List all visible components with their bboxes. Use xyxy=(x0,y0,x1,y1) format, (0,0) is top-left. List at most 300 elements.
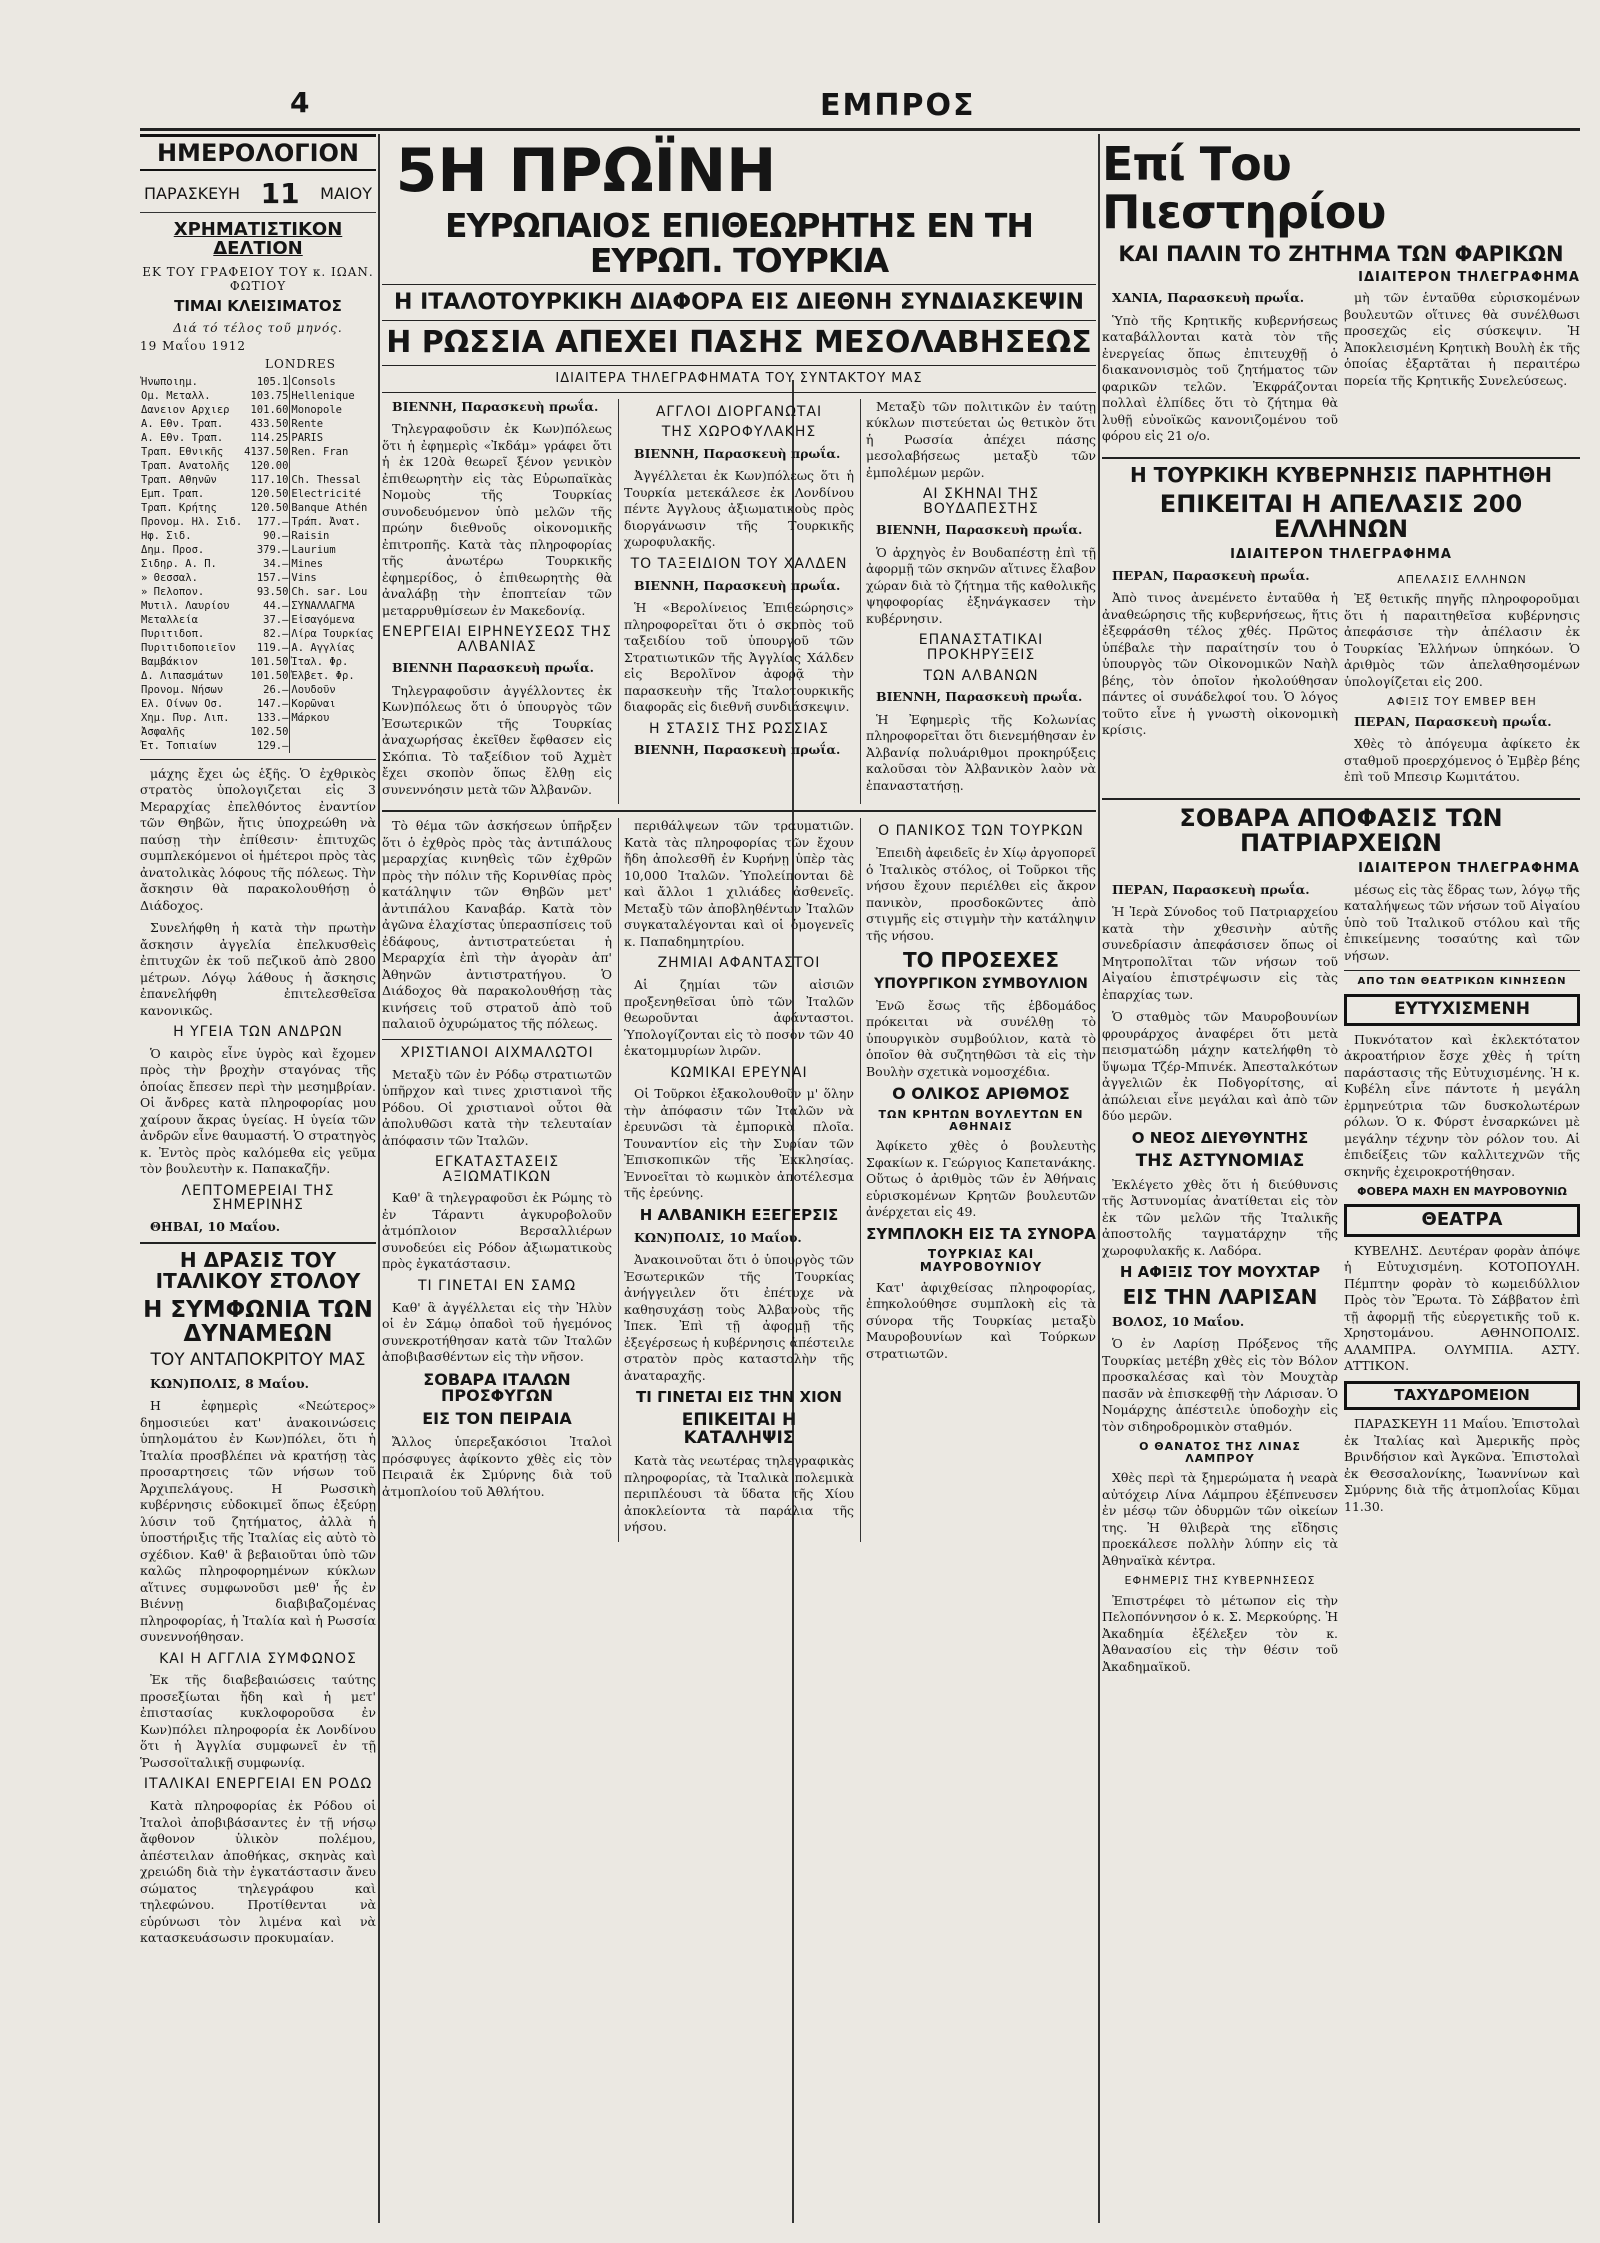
market-name: Consols xyxy=(291,375,336,388)
market-value xyxy=(375,487,376,501)
news-column xyxy=(618,818,854,1542)
headline: Ο ΝΕΟΣ ΔΙΕΥΘΥΝΤΗΣ xyxy=(1131,1128,1309,1147)
market-name: Vins xyxy=(291,571,317,584)
market-row xyxy=(140,655,376,669)
market-row xyxy=(140,711,376,725)
section-heading: Ο ΘΑΝΑΤΟΣ ΤΗΣ ΛΙΝΑΣ ΛΑΜΠΡΟΥ xyxy=(1139,1440,1301,1465)
news-column xyxy=(1344,568,1580,792)
market-row xyxy=(140,669,376,683)
article-text: μάχης ἔχει ὡς ἑξῆς. Ὁ ἐχθρικὸς στρατὸς ὑπολογιζεται εἰς 3 Μεραρχίας ἐπελθόντος ἐναντίον τῶν Θηβῶν, ἤτις ὑποχρεώθη νὰ παύσῃ τὴν ἐπίθεσιν· ἐπιτυχῶς συμπλεκόμενοι οἱ ἡμέτεροι πρὸς τὰς ἀνατολικὰς λόφους τῆς πόλεως. Τὴν ἄσκησιν θὰ παρακολουθήσῃ ὁ Διάδοχος. xyxy=(140,765,376,913)
article-text xyxy=(624,578,854,595)
news-column xyxy=(1344,882,1580,1681)
market-value xyxy=(375,725,376,739)
market-row xyxy=(140,501,376,515)
market-name: Raisin xyxy=(291,529,330,542)
section-heading: ΚΑΙ Η ΑΓΓΛΙΑ ΣΥΜΦΩΝΟΣ xyxy=(159,1650,357,1667)
market-row xyxy=(140,683,376,697)
page-number: 4 xyxy=(290,86,310,119)
market-name: Κορῶναι xyxy=(291,697,336,710)
market-value xyxy=(375,445,376,459)
market-name: Τραπ. Κρήτης xyxy=(141,501,217,514)
column-rule xyxy=(378,134,380,2223)
market-name: Λίρα Τουρκίας xyxy=(291,627,374,640)
market-name: PARIS xyxy=(291,431,324,444)
article-text: Ἀπὸ τινος ἀνεμένετο ἐνταῦθα ἡ ἀναθεώρησις τῆς κυβερνήσεως, ἥτις ἐξεφράσθη τέλος χθές. Πρῶτος ὑπέβαλε τὴν παραίτησίν του ὁ ὑπουργὸς τῶν Οἰκονομικῶν Ναὴλ βέης, τὸν ὁποῖον ἠκολούθησαν πάντες οἱ συνάδελφοί του. Ὁ λόγος τοῦτο εἶνε ἡ γνωστὴ οἰκονομικὴ κρίσις. xyxy=(1102,590,1338,738)
market-title: ΧΡΗΜΑΤΙΣΤΙΚΟΝ ΔΕΛΤΙΟΝ xyxy=(173,219,343,259)
market-name: Λουδοῦν xyxy=(291,683,336,696)
market-value xyxy=(375,431,376,445)
market-name: Δ. Λιπασμάτων xyxy=(141,669,224,682)
news-column xyxy=(1102,882,1338,1681)
news-column xyxy=(382,818,612,1542)
market-value: 119.— xyxy=(256,641,289,654)
article-text: Ὁ ἐν Λαρίσῃ Πρόξενος τῆς Τουρκίας μετέβη χθὲς εἰς τὸν Βόλον προσκαλέσας καὶ τὸν Μουχτὰρ πασᾶν νὰ ἐπισκεφθῇ τὴν Λάρισαν. Ὁ Νομάρχης ἀπέστειλε ὑποδοχὴν εἰς τὸν σιδηροδρομικὸν σταθμόν. xyxy=(1102,1336,1338,1434)
market-name: Α. Εθν. Τραπ. xyxy=(141,431,224,444)
market-name: Σιδηρ. Α. Π. xyxy=(141,557,217,570)
section-heading: ΑΠΟ ΤΩΝ ΘΕΑΤΡΙΚΩΝ ΚΙΝΗΣΕΩΝ xyxy=(1357,976,1567,988)
market-table xyxy=(140,375,376,753)
article-text: Μεταξὺ τῶν πολιτικῶν ἐν ταύτῃ κύκλων πιστεύεται ὡς θετικὸν ὅτι ἡ Ρωσσία ἀπέχει πάσης μεσολαβήσεως μεταξὺ τῶν ἐμπολέμων μερῶν. xyxy=(866,398,1096,480)
market-value xyxy=(375,375,376,389)
section-heading: Η ΥΓΕΙΑ ΤΩΝ ΑΝΔΡΩΝ xyxy=(173,1024,343,1041)
market-row xyxy=(140,543,376,557)
market-value xyxy=(375,529,376,543)
article-text xyxy=(140,1376,376,1393)
calendar-weekday: ΠΑΡΑΣΚΕΥΗ xyxy=(144,184,241,203)
market-name: Εμπ. Τραπ. xyxy=(141,487,205,500)
market-row xyxy=(140,375,376,389)
article-text: Ὁ καιρὸς εἶνε ὑγρὸς καὶ ἔχομεν πρὸς τὴν βροχὴν σταγόνας τῆς ὁποίας ἔπεσεν περὶ τὴν μεσημβρίαν. Οἱ ἄνδρες κατὰ πληροφορίας μου χαίρουν ἄκρας ὑγείας. Η ὑγεία τῶν ἀνδρῶν εἶνε θαυμαστή. Ὁ στρατηγὸς κ. Ἐντὸς πρὸς καλόμεθα εἰς γεῦμα τὸν βουλευτὴν κ. Παπακαζῆν. xyxy=(140,1045,376,1177)
article-text: Ἐκλέγετο χθὲς ὅτι ἡ διεύθυνσις τῆς Ἀστυνομίας ἀνατίθεται εἰς τὸν ἐκ τῶν μελῶν τῆς Ἰταλικῆς ἀποστολῆς ταγματάρχην τῆς χωροφυλακῆς κ. Λαδόρα. xyxy=(1102,1176,1338,1258)
article-text: Ἄλλος ὑπερεξακόσιοι Ἰταλοὶ πρόσφυγες ἀφίκοντο χθὲς εἰς τὸν Πειραιᾶ ἐκ Σμύρνης διὰ τοῦ ἀτμοπλοίου τοῦ Ἀθλήτου. xyxy=(382,1434,612,1499)
market-value: 44.— xyxy=(263,599,289,612)
dateline: ΒΟΛΟΣ, 10 Μαΐου. xyxy=(1112,1313,1245,1329)
headline: ΣΥΜΠΛΟΚΗ ΕΙΣ ΤΑ ΣΥΝΟΡΑ xyxy=(866,1224,1096,1243)
market-name: Electricité xyxy=(291,487,361,500)
divider xyxy=(382,284,1096,285)
dateline: ΒΙΕΝΝΗ Παρασκευὴ πρωΐα. xyxy=(392,660,594,676)
headline: Η ΑΛΒΑΝΙΚΗ ΕΞΕΓΕΡΣΙΣ xyxy=(639,1205,839,1224)
calendar-day-number: 11 xyxy=(260,177,300,210)
market-name: Hellenique xyxy=(291,389,355,402)
market-name: Δανειον Αρχιερ xyxy=(141,403,230,416)
dateline: ΚΩΝ)ΠΟΛΙΣ, 8 Μαΐου. xyxy=(150,1375,310,1391)
article-text xyxy=(1102,568,1338,585)
market-value: 102.50 xyxy=(250,725,289,738)
article-text: Χθὲς περὶ τὰ ξημερώματα ἡ νεαρὰ αὐτόχειρ Λίνα Λάμπρου ἐξέπνευσεν ἐν μέσῳ τῶν ὀδυρμῶν τῶν οἰκείων της. Ἡ θλιβερὰ της εἴδησις προεκάλεσε πολλὴν λύπην εἰς τὰ Ἀθηναϊκὰ κέντρα. xyxy=(1102,1470,1338,1568)
market-name: Α. Εθν. Τραπ. xyxy=(141,417,224,430)
market-row xyxy=(140,529,376,543)
dateline: ΒΙΕΝΝΗ, Παρασκευὴ πρωΐα. xyxy=(634,445,841,461)
dateline: ΧΑΝΙΑ, Παρασκευὴ πρωΐα. xyxy=(1112,290,1305,306)
market-row xyxy=(140,697,376,711)
market-name: Μεταλλεία xyxy=(141,613,198,626)
divider xyxy=(382,392,1096,393)
masthead: ΕΜΠΡΟΣ xyxy=(820,88,976,123)
market-name: » Πελοπον. xyxy=(141,585,205,598)
market-name: Προνομ. Ηλ. Σιδ. xyxy=(141,515,243,528)
article-text: Ἐπιστρέφει τὸ μέτωπον εἰς τὴν Πελοπόννησον ὁ κ. Σ. Μερκούρης. Ἡ Ἀκαδημία ἐξέλεξεν τὸν κ. Ἀθανασίου εἰς τὴν θέσιν τοῦ Ἀκαδημαϊκοῦ. xyxy=(1102,1592,1338,1674)
market-value: 117.10 xyxy=(250,473,289,486)
article-text: Πυκνότατον καὶ ἐκλεκτότατον ἀκροατήριον ἔσχε χθὲς ἡ τρίτη παράστασις τῆς Εὐτυχισμένης. Ἡ κ. Κυβέλη εἶνε πάντοτε ἡ μεγάλη ἐρμηνεύτρια τῶν δυσκολωτέρων ρόλων. Ὁ κ. Φύρστ ἐνσαρκώνει μὲ μεγάλην τέχνην τὸν ρόλον του. Αἱ ἐπιδείξεις τῶν καλλιτεχνῶν τῆς σκηνῆς ἐχειροκροτήθησαν. xyxy=(1344,1031,1580,1179)
dateline: ΒΙΕΝΝΗ, Παρασκευὴ πρωΐα. xyxy=(634,577,841,593)
market-row xyxy=(140,515,376,529)
calendar-title: ΗΜΕΡΟΛΟΓΙΟΝ xyxy=(140,134,376,171)
market-value: 34.— xyxy=(263,557,289,570)
dateline: ΠΕΡΑΝ, Παρασκευὴ πρωΐα. xyxy=(1112,881,1310,897)
market-row xyxy=(140,571,376,585)
market-name: Mines xyxy=(291,557,324,570)
dateline: ΒΙΕΝΝΗ, Παρασκευὴ πρωΐα. xyxy=(392,398,599,414)
headline: Η ΡΩΣΣΙΑ ΑΠΕΧΕΙ ΠΑΣΗΣ ΜΕΣΟΛΑΒΗΣΕΩΣ xyxy=(386,325,1092,361)
headline: ΣΟΒΑΡΑ ΑΠΟΦΑΣΙΣ ΤΩΝ ΠΑΤΡΙΑΡΧΕΙΩΝ xyxy=(1179,803,1503,858)
market-value: 101.50 xyxy=(250,669,289,682)
article-text: Κατὰ πληροφορίας ἐκ Ρόδου οἱ Ἰταλοὶ ἀποβιβάσαντες ἐν τῇ νήσῳ ἄφθονον ὑλικὸν πολέμου, ἀπέστειλαν ἀποθήκας, σκηνὰς καὶ χρειώδη διὰ τὴν ἐγκατάστασιν ἄνευ σώματος τηλεγράφου καὶ τηλεφώνου. Προτίθενται νὰ εὑρύνωσι τὸν λιμένα καὶ νὰ κατασκευάσωσιν προκυμαίαν. xyxy=(140,1798,376,1946)
section-heading: ΧΡΙΣΤΙΑΝΟΙ ΑΙΧΜΑΛΩΤΟΙ xyxy=(400,1044,594,1061)
section-heading: ΤΩΝ ΑΛΒΑΝΩΝ xyxy=(923,667,1039,684)
section-heading: ΑΦΙΞΙΣ ΤΟΥ ΕΜΒΕΡ ΒΕΗ xyxy=(1387,695,1537,709)
market-value: 120.50 xyxy=(250,501,289,514)
market-value xyxy=(375,627,376,641)
article-text: Ἐκ τῆς διαβεβαιώσεις ταύτης προσεξίωται ἤδη καὶ ἡ μετ' ἐπιστασίας κυκλοφοροῦσα ἐν Κων)πόλει πληροφορία ἐκ Λονδίνου ὅτι ἡ Ἀγγλία συμφωνεῖ ἐν τῇ Ῥωσσοϊταλικῇ συμφωνίᾳ. xyxy=(140,1672,376,1770)
dateline: ΒΙΕΝΝΗ, Παρασκευὴ πρωΐα. xyxy=(634,742,841,758)
article-text: Ἐξ θετικῆς πηγῆς πληροφοροῦμαι ὅτι ἡ παραιτηθεῖσα κυβέρνησις ἀπεφάσισε τὴν ἀπέλασιν ἐκ Τουρκίας Ἑλλήνων ὑπηκόων. Ὁ ἀριθμὸς τῶν ἀπελαθησομένων ὑπολογίζεται εἰς 200. xyxy=(1344,591,1580,689)
section-title: Επί Του Πιεστηρίου xyxy=(1102,137,1386,240)
market-name: » Θεσσαλ. xyxy=(141,571,198,584)
dateline: ΠΕΡΑΝ, Παρασκευὴ πρωΐα. xyxy=(1112,567,1310,583)
market-name: Ελ. Οίνων Οσ. xyxy=(141,697,224,710)
market-value: 120.50 xyxy=(250,487,289,500)
calendar-day xyxy=(140,175,376,213)
divider xyxy=(1102,457,1580,459)
divider xyxy=(382,365,1096,366)
article-text: Τηλεγραφοῦσιν ἀγγέλλοντες ἐκ Κων)πόλεως ὅτι ὁ ὑπουργὸς τῶν Ἐσωτερικῶν τῆς Τουρκίας ἀναχωρήσας ἐκεῖθεν ἔφθασεν εἰς Σκόπια. Τὸ ταξείδιον τοῦ Ἀχμὲτ ἔχει σκοπὸν ὅπως ἔλθῃ εἰς συνεννόησιν μετὰ τῶν Ἀλβανῶν. xyxy=(382,682,612,797)
section-heading: ΚΩΜΙΚΑΙ ΕΡΕΥΝΑΙ xyxy=(670,1064,808,1081)
market-value xyxy=(375,599,376,613)
article-text: μὴ τῶν ἑνταῦθα εὐρισκομένων βουλευτῶν οἵτινες θὰ συνέλθωσι προσεχῶς εἰς σύσκεψιν. Ἡ Ἀποκλεισμένη Κρητικὴ Βουλὴ ἐκ τῆς ὁποίας ἐξαρτᾶται ἡ περαιτέρω πορεία τῆς Κρητικῆς Συνελεύσεως. xyxy=(1344,290,1580,388)
market-row xyxy=(140,613,376,627)
market-name: ΣΥΝΑΛΛΑΓΜΑ xyxy=(291,599,355,612)
dateline: ΚΩΝ)ΠΟΛΙΣ, 10 Μαΐου. xyxy=(634,1229,802,1245)
section-heading: ΛΕΠΤΟΜΕΡΕΙΑΙ ΤΗΣ ΣΗΜΕΡΙΝΗΣ xyxy=(181,1182,335,1214)
news-column xyxy=(1344,290,1580,451)
column-press xyxy=(1102,134,1580,2223)
headline: ΤΗΣ ΑΣΤΥΝΟΜΙΑΣ xyxy=(1135,1150,1305,1171)
market-value: 4137.50 xyxy=(244,445,289,458)
article-text xyxy=(624,446,854,463)
headline: ΤΩΝ ΚΡΗΤΩΝ ΒΟΥΛΕΥΤΩΝ ΕΝ ΑΘΗΝΑΙΣ xyxy=(878,1108,1084,1133)
market-value xyxy=(375,711,376,725)
market-value: 101.60 xyxy=(250,403,289,416)
divider xyxy=(382,810,1096,812)
market-name: Εἰσαγόμενα xyxy=(291,613,355,626)
article-text xyxy=(1344,714,1580,731)
article-text xyxy=(866,522,1096,539)
market-name: Τραπ. Εθνικῆς xyxy=(141,445,224,458)
article-text xyxy=(140,1219,376,1236)
column-main-news xyxy=(382,134,1096,2223)
section-heading: ΕΓΚΑΤΑΣΤΑΣΕΙΣ ΑΞΙΩΜΑΤΙΚΩΝ xyxy=(434,1154,560,1185)
headline: Η ΙΤΑΛΟΤΟΥΡΚΙΚΗ ΔΙΑΦΟΡΑ ΕΙΣ ΔΙΕΘΝΗ ΣΥΝΔΙΑΣΚΕΨΙΝ xyxy=(394,290,1084,316)
market-name: Προνομ. Νήσων xyxy=(141,683,224,696)
market-value xyxy=(375,515,376,529)
article-text xyxy=(624,742,854,759)
byline: ΤΟΥ ΑΝΤΑΠΟΚΡΙΤΟΥ ΜΑΣ xyxy=(150,1349,366,1370)
divider xyxy=(140,759,376,760)
section-heading: Η ΣΤΑΣΙΣ ΤΗΣ ΡΩΣΣΙΑΣ xyxy=(649,720,829,737)
article-text: Μεταξὺ τῶν ἐν Ρόδῳ στρατιωτῶν ὑπῆρχον καὶ τινες χριστιανοὶ τῆς Ρόδου. Οἱ χριστιανοὶ οὗτοι θὰ ἀπολυθῶσι κατὰ τὴν τελευταίαν ἀπόφασιν τῶν Ἰταλῶν. xyxy=(382,1066,612,1148)
article-text: Ὑπὸ τῆς Κρητικῆς κυβερνήσεως καταβάλλονται κατὰ τὸν τῆς ἐνεργείας ὅπως ἐπιτευχθῇ ὁ διακανονισμὸς τοῦ ζητήματος τῶν φαρικῶν τελῶν. Ἐκφράζονται πολλαὶ ἐλπίδες ὅτι τὸ ζήτημα θὰ λυθῇ εὐνοϊκῶς κανονιζομένου τοῦ φόρου εἰς 21 ο/ο. xyxy=(1102,312,1338,444)
market-value xyxy=(375,585,376,599)
headline: ΤΟΥΡΚΙΑΣ ΚΑΙ ΜΑΥΡΟΒΟΥΝΙΟΥ xyxy=(919,1247,1043,1274)
headline: ΕΠΙΚΕΙΤΑΙ Η ΚΑΤΑΛΗΨΙΣ xyxy=(681,1409,797,1448)
divider xyxy=(1344,970,1580,971)
article-text: Ἀφίκετο χθὲς ὁ βουλευτὴς Σφακίων κ. Γεώργιος Καπετανάκης. Οὕτως ὁ ἀριθμὸς τῶν ἐν Ἀθήναις εὑρισκομένων Κρητῶν βουλευτῶν ἀνέρχεται εἰς 49. xyxy=(866,1138,1096,1220)
article-text xyxy=(624,1230,854,1247)
market-value xyxy=(375,417,376,431)
headline: ΕΙΣ ΤΟΝ ΠΕΙΡΑΙΑ xyxy=(422,1409,572,1429)
dateline: ΘΗΒΑΙ, 10 Μαΐου. xyxy=(150,1219,281,1235)
article-text: Ὁ σταθμὸς τῶν Μαυροβουνίων φρουράρχος ἀναφέρει ὅτι μετὰ πεισματώδη μάχην κατελήφθη τὸ ὕψωμα Τζέρ-Μπινέκ. Ἀπεσταλκότων ἀγγελιῶν ἐκ Ποδγορίτσης, αἱ ἀπώλειαι εἶνε μεγάλαι καὶ ἀπὸ τῶν δύο μερῶν. xyxy=(1102,1009,1338,1124)
market-name: Δημ. Προσ. xyxy=(141,543,205,556)
market-value: 37.— xyxy=(263,613,289,626)
dateline: ΒΙΕΝΝΗ, Παρασκευὴ πρωΐα. xyxy=(876,522,1083,538)
article-text: Χθὲς τὸ ἀπόγευμα ἀφίκετο ἐκ σταθμοῦ προερχόμενος ὁ Ἐμβὲρ βέης ἐπὶ τοῦ Μπεσιρ Κωμιτάτου. xyxy=(1344,736,1580,785)
section-heading: ΤΟ ΤΑΞΕΙΔΙΟΝ ΤΟΥ ΧΑΛΔΕΝ xyxy=(630,555,848,572)
byline: ΙΔΙΑΙΤΕΡΑ ΤΗΛΕΓΡΑΦΗΜΑΤΑ ΤΟΥ ΣΥΝΤΑΚΤΟΥ ΜΑΣ xyxy=(555,370,923,386)
article-text: Τὸ θέμα τῶν ἀσκήσεων ὑπῆρξεν ὅτι ὁ ἐχθρὸς πρὸς τὰς ἀντιπάλους μεραρχίας κινηθεὶς τῶν ἐχθρῶν πρὸς τὴν πόλιν τῆς Κορινθίας πρὸς κατάληψιν τῶν Θηβῶν μετ' ἀντιπάλου Καναβάρ. Κατὰ τὸν ἀγῶνα ἐλαχίστας ὑπερασπίσεις τοῦ ἐδάφους, ἀντιστρατεύεται ἡ Μεραρχία ἐπὶ τὴν ἀγορὰν ἀπ' Ἀθηνῶν ἀντιστρατήγου. Ὁ Διάδοχος θὰ παρακολουθήσῃ τὰς κινήσεις τοῦ στρατοῦ ἀπὸ τοῦ παλαιοῦ ὀχυρώματος τῆς πόλεως. xyxy=(382,818,612,1032)
article-text: μέσως εἰς τὰς ἕδρας των, λόγῳ τῆς καταλήψεως τῶν νήσων τοῦ Αἰγαίου ὑπὸ τοῦ Ἰταλικοῦ στόλου καὶ τῆς ἐπικείμενης τοσαύτης καὶ τῶν νήσων. xyxy=(1344,881,1580,963)
market-row xyxy=(140,417,376,431)
market-value: 26.— xyxy=(263,683,289,696)
article-text xyxy=(1102,882,1338,899)
market-value: 93.50 xyxy=(256,585,289,598)
market-name: Πυριτιδοποιεῖον xyxy=(141,641,236,654)
market-name: Ch. sar. Lou xyxy=(291,585,368,598)
market-name: Monopole xyxy=(291,403,342,416)
news-column xyxy=(860,818,1096,1542)
market-name: Α. Αγγλίας xyxy=(291,641,355,654)
market-name: Ἀσφαλῆς xyxy=(141,725,186,738)
market-value: 114.25 xyxy=(250,431,289,444)
market-name xyxy=(290,459,374,473)
article-text xyxy=(382,660,612,677)
market-name: Ομ. Μεταλλ. xyxy=(141,389,211,402)
news-column xyxy=(618,399,854,805)
market-source: ΕΚ ΤΟΥ ΓΡΑΦΕΙΟΥ ΤΟΥ κ. ΙΩΑΝ. ΦΩΤΙΟΥ xyxy=(142,264,374,293)
article-text: Ὁ ἀρχηγὸς ἐν Βουδαπέστῃ ἐπὶ τῇ ἀφορμῇ τῶν σκηνῶν αἵτινες ἔλαβον χώραν διὰ τὸ ζήτημα τῆς καθολικῆς ψηφοφορίας ἐξηνάγκασεν τὴν κυβέρνησιν. xyxy=(866,544,1096,626)
market-row xyxy=(140,641,376,655)
market-row xyxy=(140,585,376,599)
headline: Η ΑΦΙΞΙΣ ΤΟΥ ΜΟΥΧΤΑΡ xyxy=(1119,1263,1321,1281)
market-row xyxy=(140,459,376,473)
market-value xyxy=(375,557,376,571)
market-name: Τραπ. Αθηνῶν xyxy=(141,473,217,486)
headline: ΤΙ ΓΙΝΕΤΑΙ ΕΙΣ ΤΗΝ ΧΙΟΝ xyxy=(636,1388,842,1407)
market-value: 177.— xyxy=(256,515,289,528)
section-heading: ΦΟΒΕΡΑ ΜΑΧΗ ΕΝ ΜΑΥΡΟΒΟΥΝΙΩ xyxy=(1357,1185,1567,1199)
headline: ΥΠΟΥΡΓΙΚΟΝ ΣΥΜΒΟΥΛΙΟΝ xyxy=(874,976,1088,993)
article-text: Ἐνῶ ἔσως τῆς ἑβδομάδος πρόκειται νὰ συνέλθῃ τὸ ὑπουργικὸν συμβούλιον, κατὰ τὸ ὁποῖον θὰ συζητηθῶσι τὰ εἰς τὴν Βουλὴν σχετικὰ νομοσχέδια. xyxy=(866,997,1096,1079)
market-row xyxy=(140,389,376,403)
market-value xyxy=(375,697,376,711)
market-value xyxy=(375,543,376,557)
section-heading: ΤΗΣ ΧΩΡΟΦΥΛΑΚΗΣ xyxy=(661,424,817,441)
section-heading: ΑΠΕΛΑΣΙΣ ΕΛΛΗΝΩΝ xyxy=(1397,572,1527,586)
section-heading: ΑΓΓΛΟΙ ΔΙΟΡΓΑΝΩΤΑΙ xyxy=(655,403,823,420)
article-text xyxy=(382,399,612,416)
market-name: Ἐλβετ. Φρ. xyxy=(291,669,355,682)
article-text: Η ἐφημερὶς «Νεώτερος» δημοσιεύει κατ' ἀνακοινώσεις ὑπηλομάτου ἐν Κων)πόλει, ὅτι ἡ Ἰταλία προσβλέπει νὰ κρατήσῃ τὰς προσαρτησεις τῶν νήσων τοῦ Ἀρχιπελάγους. Η Ρωσσικὴ κυβέρνησις εὐδοκιμεῖ ὅπως ἐξεύρῃ λύσιν τοῦ ζητήματος, ἀλλὰ ἡ ὑποστήριξις τῆς Ἰταλίας εἰς αὐτὸ τὸ σχέδιον. Καθ' ἃ βεβαιοῦται ὑπὸ τῶν καλῶς πληροφορημένων κύκλων αἵτινες συμφωνοῦσι μεθ' ἧς ἐν Βιέννῃ διαβιβαζομένας πληροφορίας, ἡ Ἰταλία καὶ ἡ Ρωσσία συνεννοήθησαν. xyxy=(140,1398,376,1645)
article-columns xyxy=(1102,290,1580,451)
market-name: Banque Athén xyxy=(291,501,368,514)
article-text xyxy=(1102,1314,1338,1331)
market-name: Laurium xyxy=(291,543,336,556)
market-value: 90.— xyxy=(263,529,289,542)
top-rule xyxy=(140,128,1580,131)
news-column xyxy=(1102,568,1338,792)
market-row xyxy=(140,487,376,501)
market-value xyxy=(375,613,376,627)
news-columns-upper xyxy=(382,399,1096,805)
byline: ΙΔΙΑΙΤΕΡΟΝ ΤΗΛΕΓΡΑΦΗΜΑ xyxy=(1358,269,1580,285)
article-text xyxy=(866,689,1096,706)
market-subtitle: ΤΙΜΑΙ ΚΛΕΙΣΙΜΑΤΟΣ xyxy=(174,296,342,315)
article-text: Τηλεγραφοῦσιν ἐκ Κων)πόλεως ὅτι ἡ ἐφημερὶς «Ἰκδάμ» γράφει ὅτι ἡ ἐκ 120ὰ θεωρεῖ ξένον γενικὸν ἐπιθεωρητὴν εἰς τὰς Εὐρωπαϊκὰς Νομοὺς τῆς Τουρκίας συνοδευόμενον ὑπὸ μελῶν τῆς πρώην διεθνοῦς οἰκονομικῆς ἐπιτροπῆς. Κατὰ τὰς πληροφορίας τῆς ἀνωτέρω Τουρκικῆς ἐφημερίδος, ὁ ἐπιθεωρητὴς θὰ ἀναλάβῃ τὴν ἐποπτείαν τῶν μεταρρυθμίσεων ἐν Μακεδονίᾳ. xyxy=(382,421,612,618)
headline: ΕΥΤΥΧΙΣΜΕΝΗ xyxy=(1344,994,1580,1026)
news-column xyxy=(860,399,1096,805)
news-column xyxy=(382,399,612,805)
section-heading: ΖΗΜΙΑΙ ΑΦΑΝΤΑΣΤΟΙ xyxy=(657,955,821,972)
article-text: περιθάλψεων τῶν τραυματιῶν. Κατὰ τὰς πληροφορίας τῶν ἔχουν ἤδη ἀπολεσθῆ ἐν Κυρήνῃ ὑπὲρ τὰς 10,000 Ἰταλῶν. Ὑπολείπονται δὲ καὶ ἄλλοι 1 χιλιάδες ἀσθενεῖς. Μεταξὺ τῶν ἀποβληθέντων Ἰταλῶν συγκαταλέγονται καὶ οἱ ὁμογενεῖς κ. Παπαδημητρίου. xyxy=(624,818,854,949)
article-text: Ἡ «Βερολίνειος Ἐπιθεώρησις» πληροφορεῖται ὅτι ὁ σκοπὸς τοῦ ταξειδίου τοῦ ὑπουργοῦ τῶν Στρατιωτικῶν τῆς Ἀγγλίας Χάλδεν εἰς Βερολῖνον ἀφορᾷ τὴν παρασκευὴν τῆς Ἰταλοτουρκικῆς διαφορᾶς εἰς διεθνῆ συνδιάσκεψιν. xyxy=(624,600,854,715)
headline: ΤΑΧΥΔΡΟΜΕΙΟΝ xyxy=(1344,1381,1580,1411)
market-value: 101.50 xyxy=(250,655,289,668)
article-text: Ἡ Ἐφημερὶς τῆς Κολωνίας πληροφορεῖται ὅτι διενεμήθησαν ἐν Ἀλβανίᾳ πολυάριθμοι προκηρύξεις καλοῦσαι τὸν Ἀλβανικὸν λαὸν νὰ ἐπαναστατήσῃ. xyxy=(866,711,1096,793)
market-name: Τραπ. Ανατολῆς xyxy=(141,459,230,472)
main-title: 5Η ΠΡΩΪΝΗ xyxy=(395,136,777,206)
market-row xyxy=(140,445,376,459)
market-city: LONDRES xyxy=(265,356,336,371)
market-value xyxy=(375,739,376,753)
market-date: 19 Μαΐου 1912 xyxy=(140,338,247,353)
market-name: Ἐτ. Τοπιαίων xyxy=(141,739,217,752)
market-name: Χημ. Πυρ. Λιπ. xyxy=(141,711,230,724)
dateline: ΠΕΡΑΝ, Παρασκευὴ πρωΐα. xyxy=(1354,713,1552,729)
market-value: 147.— xyxy=(256,697,289,710)
market-value xyxy=(375,641,376,655)
market-name: Βαμβάκιον xyxy=(141,655,198,668)
byline: ΙΔΙΑΙΤΕΡΟΝ ΤΗΛΕΓΡΑΦΗΜΑ xyxy=(1230,547,1452,563)
market-value xyxy=(375,403,376,417)
market-name: Ἡνωποιημ. xyxy=(141,375,198,388)
article-columns xyxy=(1102,882,1580,1681)
article-text: Καθ' ἃ τηλεγραφοῦσι ἐκ Ρώμης τὸ ἐν Τάραντι ἀγκυροβολοῦν ἀτμόπλοιον Βερσαλλιέρων συνοδεύει εἰς Ρόδον ἀξιωματικοὺς πρὸς ἐγκατάστασιν. xyxy=(382,1190,612,1272)
market-row xyxy=(140,403,376,417)
market-value: 82.— xyxy=(263,627,289,640)
headline: Η ΤΟΥΡΚΙΚΗ ΚΥΒΕΡΝΗΣΙΣ ΠΑΡΗΤΗΘΗ xyxy=(1129,462,1553,487)
market-row xyxy=(140,725,376,739)
market-name: Τράπ. Ἀνατ. xyxy=(291,515,361,528)
dateline: ΒΙΕΝΝΗ, Παρασκευὴ πρωΐα. xyxy=(876,689,1083,705)
market-name xyxy=(290,739,374,753)
section-heading: Ο ΠΑΝΙΚΟΣ ΤΩΝ ΤΟΥΡΚΩΝ xyxy=(878,823,1084,840)
market-value xyxy=(375,389,376,403)
headline: ΣΟΒΑΡΑ ΙΤΑΛΩΝ ΠΡΟΣΦΥΓΩΝ xyxy=(423,1369,571,1406)
market-name: Ren. Fran xyxy=(291,445,349,458)
article-text: Οἱ Τοῦρκοι ἐξακολουθοῦν μ' ὅλην τὴν ἀπόφασιν τῶν Ἰταλῶν νὰ ἐρευνῶσι τὰ ἐμπορικὰ πλοῖα. Τουναντίον εἰς τὴν Συρίαν τῶν Ἐπισκοπικῶν τῆς Ἐκκλησίας. Ἐννοεῖται τὸ κωμικὸν ἀποτέλεσμα τῆς ἐρεύνης. xyxy=(624,1086,854,1201)
market-value: 129.— xyxy=(256,739,289,752)
article-columns xyxy=(1102,568,1580,792)
divider xyxy=(140,1242,376,1244)
market-value: 133.— xyxy=(256,711,289,724)
section-heading: ΤΙ ΓΙΝΕΤΑΙ ΕΝ ΣΑΜΩ xyxy=(417,1277,577,1294)
section-heading: ΑΙ ΣΚΗΝΑΙ ΤΗΣ ΒΟΥΔΑΠΕΣΤΗΣ xyxy=(922,486,1040,517)
section-heading: ΕΠΑΝΑΣΤΑΤΙΚΑΙ ΠΡΟΚΗΡΥΞΕΙΣ xyxy=(918,632,1044,664)
article-text: Ἀνακοινοῦται ὅτι ὁ ὑπουργὸς τῶν Ἐσωτερικῶν τῆς Τουρκίας ἀνήγγειλεν ὅτι ἐπέτυχε νὰ καθησυχάσῃ τοὺς Ἀλβανοὺς τῆς Ἰπεκ. Ἐπὶ τῇ ἀφορμῇ τῆς ἐξεγέρσεως ἡ κυβέρνησις ἀπέστειλε στρατὸν πρὸς καταστολὴν τῆς ἀναταραχῆς. xyxy=(624,1252,854,1383)
headline: Η ΣΥΜΦΩΝΙΑ ΤΩΝ ΔΥΝΑΜΕΩΝ xyxy=(143,1296,373,1347)
market-name xyxy=(290,725,374,739)
news-column xyxy=(1102,290,1338,451)
headline: ΕΠΙΚΕΙΤΑΙ Η ΑΠΕΛΑΣΙΣ 200 ΕΛΛΗΝΩΝ xyxy=(1159,489,1523,543)
market-value xyxy=(375,501,376,515)
market-row xyxy=(140,431,376,445)
market-row xyxy=(140,473,376,487)
column-calendar xyxy=(140,134,376,2223)
market-name: Rente xyxy=(291,417,324,430)
market-value xyxy=(375,571,376,585)
market-value xyxy=(375,473,376,487)
headline: ΕΥΡΩΠΑΙΟΣ ΕΠΙΘΕΩΡΗΤΗΣ ΕΝ ΤΗ ΕΥΡΩΠ. ΤΟΥΡΚΙΑ xyxy=(444,206,1034,280)
market-note: Διά τό τέλος τοῦ μηνός. xyxy=(173,320,343,335)
headline: ΘΕΑΤΡΑ xyxy=(1344,1204,1580,1237)
market-value xyxy=(375,669,376,683)
article-text: ΠΑΡΑΣΚΕΥΗ 11 Μαΐου. Ἐπιστολαὶ ἐκ Ἰταλίας καὶ Ἀμερικῆς πρὸς Βρινδήσιον καὶ Ἀγκῶνα. Ἐπιστολαὶ ἐκ Θεσσαλονίκης, Ἰωαννίνων καὶ Σμύρνης διὰ τῆς ἀτμοπλοΐας Κῦμαι 11.30. xyxy=(1344,1416,1580,1514)
market-value xyxy=(375,683,376,697)
news-columns-lower xyxy=(382,818,1096,1542)
market-row xyxy=(140,599,376,613)
market-row xyxy=(140,627,376,641)
market-value: 433.50 xyxy=(250,417,289,430)
market-name: Μυτιλ. Λαυρίου xyxy=(141,599,230,612)
headline: ΚΑΙ ΠΑΛΙΝ ΤΟ ΖΗΤΗΜΑ ΤΩΝ ΦΑΡΙΚΩΝ xyxy=(1118,241,1564,266)
headline: Η ΔΡΑΣΙΣ ΤΟΥ ΙΤΑΛΙΚΟΥ ΣΤΟΛΟΥ xyxy=(155,1247,361,1293)
divider xyxy=(382,320,1096,321)
column-rule xyxy=(1098,134,1100,2223)
article-text: Συνελήφθη ἡ κατὰ τὴν πρωτὴν ἄσκησιν ἀγγελία ἐπελκυσθεὶς ἐπιτυχῶν ἐκ τοῦ πεζικοῦ ἀπὸ 2800 μέτρων. Λόγῳ λάθους ἡ ἄσκησις ἐπανελήφθη ἐπιτελεσθεῖσα κανονικῶς. xyxy=(140,920,376,1018)
article-text: Καθ' ἃ ἀγγέλλεται εἰς τὴν Ἠλὺν οἱ ἐν Σάμῳ ὀπαδοὶ τοῦ ἡγεμόνος συνεκροτήθησαν κατὰ τῶν Ἰταλῶν ἀποβιβασθέντων εἰς τὴν νῆσον. xyxy=(382,1299,612,1365)
market-name: Ch. Thessal xyxy=(291,473,361,486)
article-text: Αἱ ζημίαι τῶν αἰσιῶν προξενηθεῖσαι ὑπὸ τῶν Ἰταλῶν θεωροῦνται ἀφάνταστοι. Ὑπολογίζονται εἰς τὸ ποσὸν τῶν 40 ἑκατομμυρίων λιρῶν. xyxy=(624,977,854,1059)
article-text: Κατὰ τὰς νεωτέρας τηλεγραφικὰς πληροφορίας, τὰ Ἰταλικὰ πολεμικὰ περιπλέουσι τὰ ὕδατα τῆς Χίου ἀποκλείοντα τὰ παράλια τῆς νήσου. xyxy=(624,1453,854,1535)
market-row xyxy=(140,557,376,571)
article-text: Κατ' ἀφιχθείσας πληροφορίας, ἐπηκολούθησε συμπλοκὴ εἰς τὰ σύνορα τῆς Τουρκίας μεταξὺ Μαυροβουνίων καὶ Τούρκων στρατιωτῶν. xyxy=(866,1279,1096,1361)
section-heading: ΙΤΑΛΙΚΑΙ ΕΝΕΡΓΕΙΑΙ ΕΝ ΡΟΔΩ xyxy=(143,1776,373,1793)
article-text xyxy=(1102,290,1338,307)
article-text: Ἀγγέλλεται ἐκ Κων)πόλεως ὅτι ἡ Τουρκία μετεκάλεσε ἐκ Λονδίνου πέντε Ἀγγλους ἀξιωματικοὺς πρὸς διοργάνωσιν τῆς Τουρκικῆς χωροφυλακῆς. xyxy=(624,468,854,550)
divider xyxy=(382,1039,612,1040)
headline: ΤΟ ΠΡΟΣΕΧΕΣ xyxy=(902,948,1060,973)
market-row xyxy=(140,739,376,753)
article-text: Ἐπειδὴ ἀφειδεῖς ἐν Χίῳ ἀργοπορεῖ ὁ Ἰταλικὸς στόλος, οἱ Τοῦρκοι τῆς νήσου ἔχουν περιέλθει εἰς ἄκρον πανικὸν, προσδοκῶντες ἀπὸ στιγμῆς εἰς στιγμὴν τὴν κατάληψιν τῆς νήσου. xyxy=(866,845,1096,943)
market-value: 157.— xyxy=(256,571,289,584)
market-name: Μάρκου xyxy=(291,711,330,724)
market-name: Ἰταλ. Φρ. xyxy=(291,655,349,668)
calendar-month: ΜΑΙΟΥ xyxy=(320,184,372,203)
article-text: Ἡ Ἱερὰ Σύνοδος τοῦ Πατριαρχείου κατὰ τὴν χθεσινὴν αὐτῆς συνεδρίασιν ἀπεφάσισεν ὅπως οἱ Μητροπολῖται τῶν νήσων τοῦ Αἰγαίου ἐπιστρέψωσιν εἰς τὰς ἐπαρχίας των. xyxy=(1102,904,1338,1002)
market-value xyxy=(375,459,376,473)
market-value xyxy=(375,655,376,669)
